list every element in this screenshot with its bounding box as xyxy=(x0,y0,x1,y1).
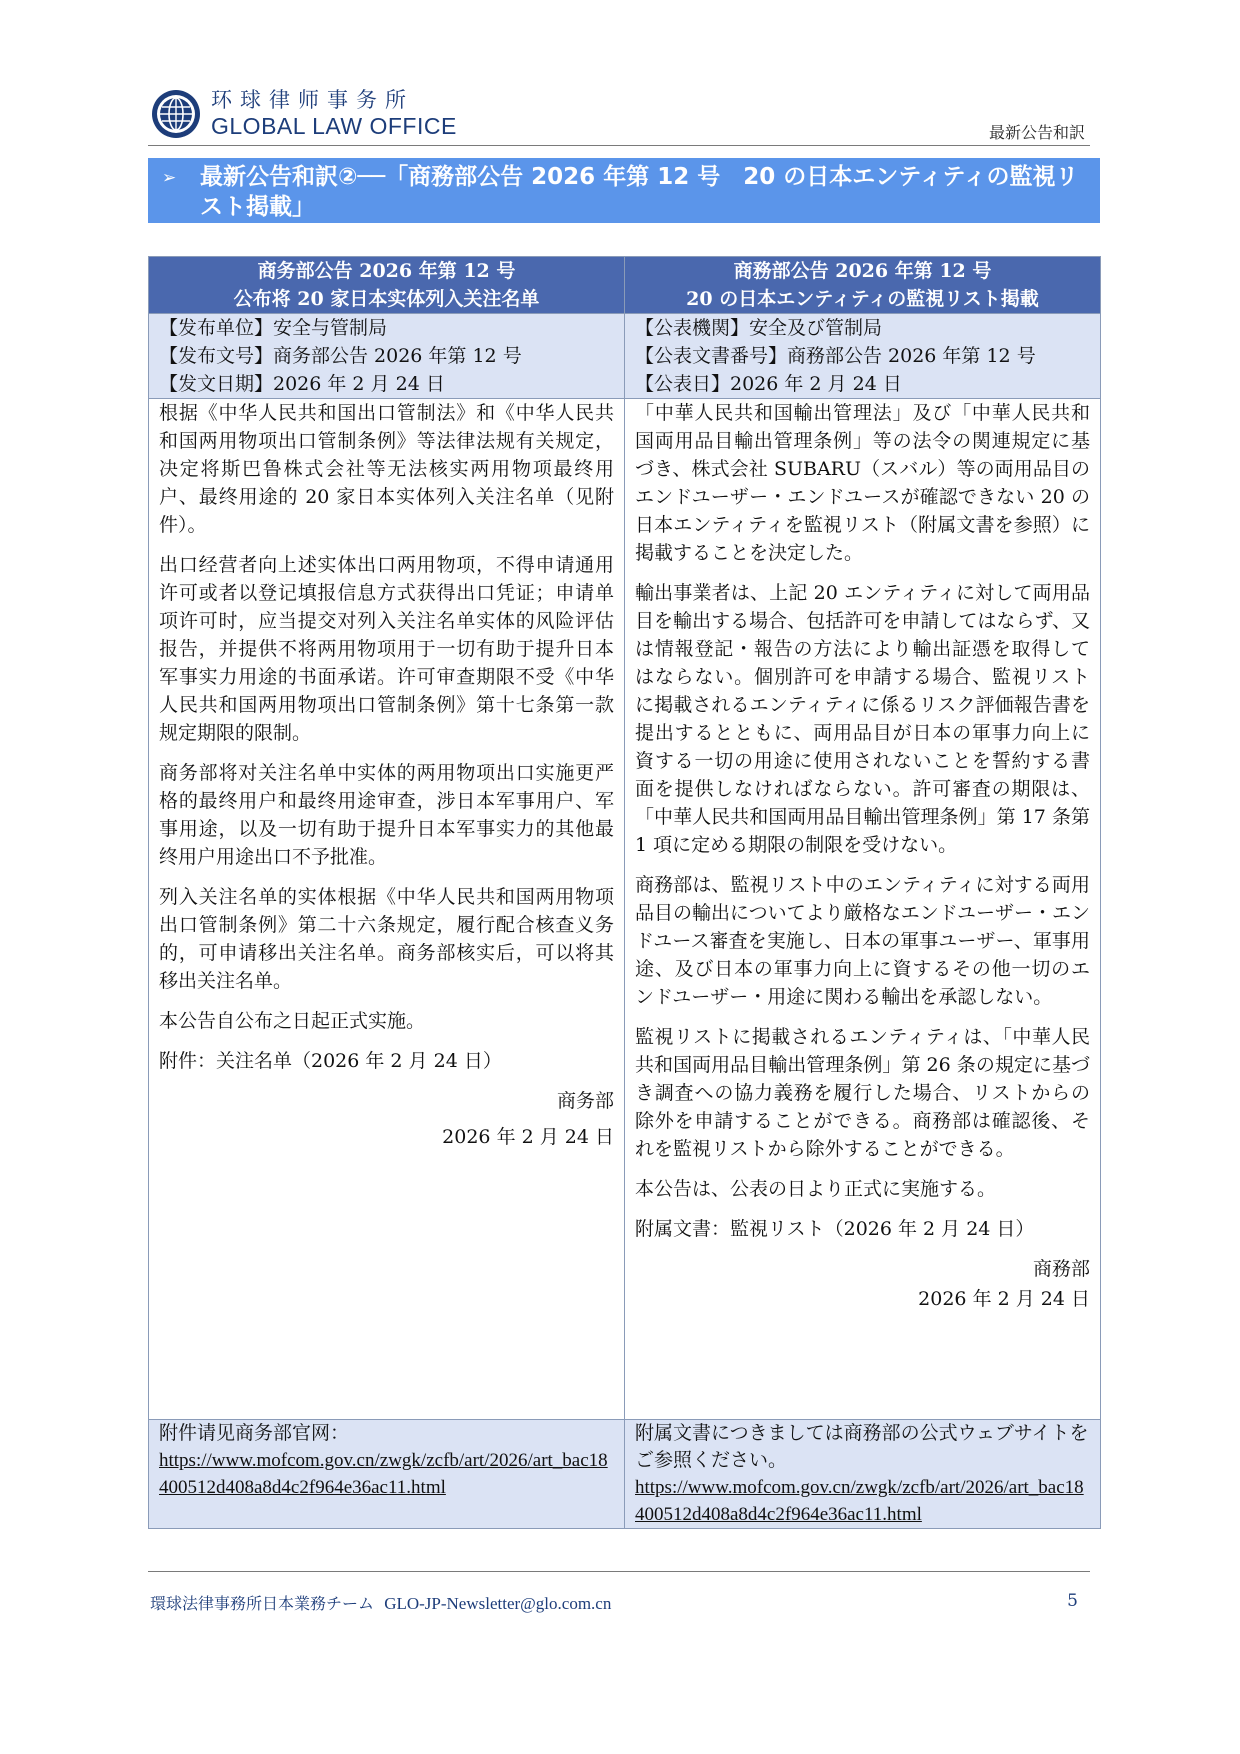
cn-paragraph: 根据《中华人民共和国出口管制法》和《中华人民共和国两用物项出口管制条例》等法律法规有关规定，决定将斯巴鲁株式会社等无法核实两用物项最终用户、最终用途的 20 家日本实体列入关注名单（见附件）。 xyxy=(159,402,614,536)
ja-paragraph: 「中華人民共和国輸出管理法」及び「中華人民共和国両用品目輸出管理条例」等の法令の関連規定に基づき、株式会社 SUBARU（スバル）等の両用品目のエンドユーザー・エンドユースが確認できない 20 の日本エンティティを監視リスト（附属文書を参照）に掲載することを決定した。 xyxy=(635,402,1090,564)
footer-divider xyxy=(148,1571,1090,1572)
cn-sign-org: 商务部 xyxy=(556,1090,614,1112)
article-title: 最新公告和訳②──「商務部公告 2026 年第 12 号 20 の日本エンティティの監視リスト掲載」 xyxy=(200,164,1079,220)
cn-footer-label: 附件请见商务部官网： xyxy=(159,1422,350,1444)
arrow-bullet-icon: ➢ xyxy=(162,168,177,188)
page-number: 5 xyxy=(1067,1591,1078,1611)
footer-team: 環球法律事務所日本業務チーム xyxy=(150,1594,375,1613)
ja-paragraph: 本公告は、公表の日より正式に実施する。 xyxy=(635,1178,997,1200)
cn-footer xyxy=(149,1420,625,1529)
cn-paragraph: 附件：关注名单（2026 年 2 月 24 日） xyxy=(159,1050,502,1072)
ja-mofcom-link[interactable]: https://www.mofcom.gov.cn/zwgk/zcfb/art/2026/art_bac18400512d408a8d4c2f964e36ac11.html xyxy=(635,1477,1084,1525)
cn-paragraph: 出口经营者向上述实体出口两用物项，不得申请通用许可或者以登记填报信息方式获得出口凭证；申请单项许可时，应当提交对列入关注名单实体的风险评估报告，并提供不将两用物项用于一切有助于提升日本军事实力用途的书面承诺。许可审查期限不受《中华人民共和国两用物项出口管制条例》第十七条第一款规定期限的限制。 xyxy=(159,554,614,744)
cn-meta-number: 【发布文号】商务部公告 2026 年第 12 号 xyxy=(159,345,522,367)
ja-meta xyxy=(625,314,1101,399)
section-label: 最新公告和訳 xyxy=(988,123,1085,142)
footer-email[interactable]: GLO-JP-Newsletter@glo.com.cn xyxy=(384,1594,612,1613)
ja-heading-line-2: 20 の日本エンティティの監視リスト掲載 xyxy=(686,288,1039,310)
table-body-row xyxy=(149,399,1101,1420)
ja-heading-line-1: 商務部公告 2026 年第 12 号 xyxy=(733,260,992,282)
cn-paragraph: 列入关注名单的实体根据《中华人民共和国两用物项出口管制条例》第二十六条规定，履行配合核查义务的，可申请移出关注名单。商务部核实后，可以将其移出关注名单。 xyxy=(159,886,614,992)
table-footer-row xyxy=(149,1420,1101,1529)
firm-name-en: GLOBAL LAW OFFICE xyxy=(211,113,457,139)
cn-paragraph: 商务部将对关注名单中实体的两用物项出口实施更严格的最终用户和最终用途审查，涉日本军事用户、军事用途，以及一切有助于提升日本军事实力的其他最终用户用途出口不予批准。 xyxy=(159,762,614,868)
title-band xyxy=(148,158,1100,223)
ja-sign-date: 2026 年 2 月 24 日 xyxy=(918,1288,1090,1310)
ja-paragraph: 附属文書：監視リスト（2026 年 2 月 24 日） xyxy=(635,1218,1035,1240)
firm-name-cn: 环球律师事务所 xyxy=(211,88,414,112)
table-header-row xyxy=(149,257,1101,314)
ja-meta-number: 【公表文書番号】商務部公告 2026 年第 12 号 xyxy=(635,345,1036,367)
cn-heading-line-2: 公布将 20 家日本实体列入关注名单 xyxy=(233,288,540,310)
ja-paragraph: 輸出事業者は、上記 20 エンティティに対して両用品目を輸出する場合、包括許可を申請してはならず、又は情報登記・報告の方法により輸出証憑を取得してはならない。個別許可を申請する場合、監視リストに掲載されるエンティティに係るリスク評価報告書を提出するとともに、両用品目が日本の軍事力向上に資する一切の用途に使用されないことを誓約する書面を提供しなければならない。許可審査の期限は、「中華人民共和国両用品目輸出管理条例」第 17 条第 1 項に定める期限の制限を受けない。 xyxy=(635,582,1090,856)
ja-paragraph: 監視リストに掲載されるエンティティは、「中華人民共和国両用品目輸出管理条例」第 26 条の規定に基づき調査への協力義務を履行した場合、リストからの除外を申請することができる。商務部は確認後、それを監視リストから除外することができる。 xyxy=(635,1026,1090,1160)
bilingual-table xyxy=(148,256,1101,1529)
ja-meta-date: 【公表日】2026 年 2 月 24 日 xyxy=(635,373,902,395)
cn-mofcom-link[interactable]: https://www.mofcom.gov.cn/zwgk/zcfb/art/2026/art_bac18400512d408a8d4c2f964e36ac11.html xyxy=(159,1450,608,1498)
cn-heading xyxy=(149,257,625,314)
ja-meta-issuer: 【公表機関】安全及び管制局 xyxy=(635,317,883,339)
ja-footer xyxy=(625,1420,1101,1529)
ja-paragraph: 商務部は、監視リスト中のエンティティに対する両用品目の輸出についてより厳格なエンドユーザー・エンドユース審査を実施し、日本の軍事ユーザー、軍事用途、及び日本の軍事力向上に資するその他一切のエンドユーザー・用途に関わる輸出を承認しない。 xyxy=(635,874,1090,1008)
cn-meta xyxy=(149,314,625,399)
globe-logo-icon xyxy=(150,88,202,140)
cn-heading-line-1: 商务部公告 2026 年第 12 号 xyxy=(257,260,516,282)
cn-meta-date: 【发文日期】2026 年 2 月 24 日 xyxy=(159,373,445,395)
cn-paragraph: 本公告自公布之日起正式实施。 xyxy=(159,1010,426,1032)
footer-contact xyxy=(150,1591,611,1614)
ja-sign-org: 商務部 xyxy=(1032,1258,1090,1280)
table-meta-row xyxy=(149,314,1101,399)
header-divider xyxy=(148,145,1090,146)
cn-body xyxy=(149,399,625,1420)
cn-sign-date: 2026 年 2 月 24 日 xyxy=(442,1126,614,1148)
cn-meta-issuer: 【发布单位】安全与管制局 xyxy=(159,317,388,339)
ja-body xyxy=(625,399,1101,1420)
ja-heading xyxy=(625,257,1101,314)
ja-footer-label: 附属文書につきましては商務部の公式ウェブサイトをご参照ください。 xyxy=(635,1422,1089,1471)
